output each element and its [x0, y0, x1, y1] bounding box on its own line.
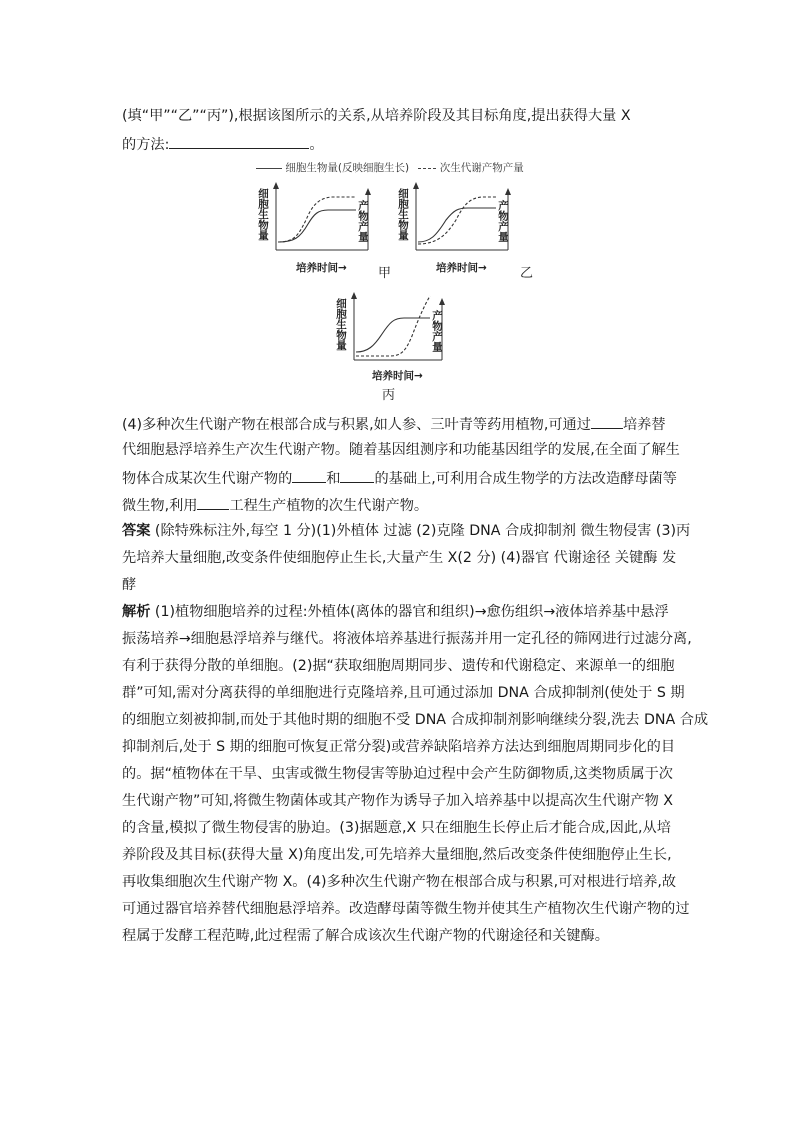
graph-jia-xlabel-text: 培养时间 [296, 262, 338, 274]
q4-text-4b: 工程生产植物的次生代谢产物。 [229, 498, 429, 514]
graph-yi-ylabel-left: 细胞生物量 [397, 188, 409, 241]
graph-yi-dashed-curve [418, 197, 496, 244]
graph-bing-dashed-curve [356, 296, 430, 356]
graph-jia-label: 甲 [378, 266, 392, 281]
answer-label: 答案 [122, 523, 151, 539]
graph-yi-xlabel-text: 培养时间 [436, 262, 478, 274]
graph-bing-solid-curve [356, 318, 430, 352]
analysis-line-13: 程属于发酵工程范畴,此过程需了解合成该次生代谢产物的代谢途径和关键酶。 [122, 928, 609, 944]
analysis-line-5: 的细胞立刻被抑制,而处于其他时期的细胞不受 DNA 合成抑制剂影响继续分裂,洗去 DNA 合成 [122, 712, 709, 728]
q4-line-3 [122, 467, 677, 489]
q4-text-3c: 的基础上,可利用合成生物学的方法改造酵母菌等 [374, 471, 677, 487]
answer-blank[interactable] [591, 413, 623, 429]
analysis-line-12: 可通过器官培养替代细胞悬浮培养。改造酵母菌等微生物并使其生产植物次生代谢产物的过 [122, 901, 690, 917]
graph-yi-ylabel-right: 产物产量 [497, 200, 509, 242]
graph-jia-xlabel [296, 260, 347, 275]
graph-jia [256, 180, 386, 280]
q4-text-3a: 物体合成某次生代谢产物的 [122, 471, 293, 487]
graph-bing-xlabel [372, 368, 423, 383]
graph-jia-dashed-curve [278, 197, 356, 242]
graph-bing-ylabel-right: 产物产量 [431, 310, 443, 352]
answer-line-1 [122, 521, 690, 541]
graph-yi-xlabel-arrow: → [478, 262, 487, 274]
analysis-line-6: 抑制剂后,处于 S 期的细胞可恢复正常分裂)或营养缺陷培养方法达到细胞周期同步化的目 [122, 739, 676, 755]
graph-jia-axes [273, 182, 371, 250]
q3-line-2 [122, 133, 324, 155]
graph-yi-xlabel [436, 260, 487, 275]
analysis-label: 解析 [122, 604, 151, 620]
graph-jia-ylabel-right: 产物产量 [357, 200, 369, 242]
answer-blank[interactable] [169, 133, 309, 149]
graph-yi [396, 180, 526, 280]
analysis-line-9: 的含量,模拟了微生物侵害的胁迫。(3)据题意,X 只在细胞生长停止后才能合成,因此,从培 [122, 820, 671, 836]
graph-yi-solid-curve [418, 208, 496, 242]
graph-jia-ylabel-left: 细胞生物量 [257, 188, 269, 241]
legend-dashed-line [418, 168, 436, 169]
q4-line-4 [122, 494, 428, 516]
q4-line-2: 代细胞悬浮培养生产次生代谢产物。随着基因组测序和功能基因组学的发展,在全面了解生 [122, 442, 680, 458]
q4-line-1 [122, 413, 666, 435]
analysis-line-8: 生代谢产物”可知,将微生物菌体或其产物作为诱导子加入培养基中以提高次生代谢产物 X [122, 793, 674, 809]
legend-dashed-label: 次生代谢产物产量 [439, 162, 524, 174]
q4-text-1: (4)多种次生代谢产物在根部合成与积累,如人参、三叶青等药用植物,可通过 [122, 417, 591, 433]
graph-bing-xlabel-arrow: → [414, 370, 423, 382]
graph-bing-label: 丙 [382, 388, 396, 403]
analysis-line-11: 再收集细胞次生代谢产物 X。(4)多种次生代谢产物在根部合成与积累,可对根进行培养,故 [122, 874, 677, 890]
analysis-line-4: 群”可知,需对分离获得的单细胞进行克隆培养,且可通过添加 DNA 合成抑制剂(使处于 S 期 [122, 685, 685, 701]
figure-legend [256, 160, 524, 175]
answer-blank[interactable] [340, 467, 374, 483]
q4-text-4a: 微生物,利用 [122, 498, 198, 514]
graph-bing-ylabel-left: 细胞生物量 [335, 298, 347, 351]
q3-line-1: (填“甲”“乙”“丙”),根据该图所示的关系,从培养阶段及其目标角度,提出获得大量 X [122, 108, 631, 124]
legend-solid-line [256, 168, 282, 169]
answer-blank[interactable] [292, 467, 326, 483]
answer-line-3: 酵 [122, 577, 137, 593]
analysis-line-2: 振荡培养→细胞悬浮培养与继代。将液体培养基进行振荡并用一定孔径的筛网进行过滤分离, [122, 631, 692, 647]
analysis-text-1: (1)植物细胞培养的过程:外植体(离体的器官和组织)→愈伤组织→液体培养基中悬浮 [154, 604, 669, 620]
q4-text-1b: 培养替 [622, 417, 666, 433]
answer-blank[interactable] [197, 494, 229, 510]
graph-bing-xlabel-text: 培养时间 [372, 370, 414, 382]
answer-line-2: 先培养大量细胞,改变条件使细胞停止生长,大量产生 X(2 分) (4)器官 代谢途径 关键酶 发 [122, 550, 677, 566]
graph-jia-solid-curve [278, 210, 356, 242]
analysis-line-7: 的。据“植物体在干旱、虫害或微生物侵害等胁迫过程中会产生防御物质,这类物质属于次 [122, 766, 673, 782]
graph-bing [330, 290, 460, 403]
analysis-line-10: 养阶段及其目标(获得大量 X)角度出发,可先培养大量细胞,然后改变条件使细胞停止生长, [122, 847, 672, 863]
q3-method-prefix: 的方法: [122, 137, 170, 153]
legend-solid-label: 细胞生物量(反映细胞生长) [285, 162, 410, 174]
answer-text-1: (除特殊标注外,每空 1 分)(1)外植体 过滤 (2)克隆 DNA 合成抑制剂 微生物侵害 (3)丙 [154, 523, 691, 539]
graph-jia-xlabel-arrow: → [338, 262, 347, 274]
q3-period: 。 [309, 137, 324, 153]
graph-bing-axes [351, 292, 445, 360]
q4-text-3b: 和 [326, 471, 341, 487]
analysis-line-1 [122, 602, 669, 622]
analysis-line-3: 有利于获得分散的单细胞。(2)据“获取细胞周期同步、遗传和代谢稳定、来源单一的细胞 [122, 658, 675, 674]
graph-yi-label: 乙 [520, 266, 534, 281]
